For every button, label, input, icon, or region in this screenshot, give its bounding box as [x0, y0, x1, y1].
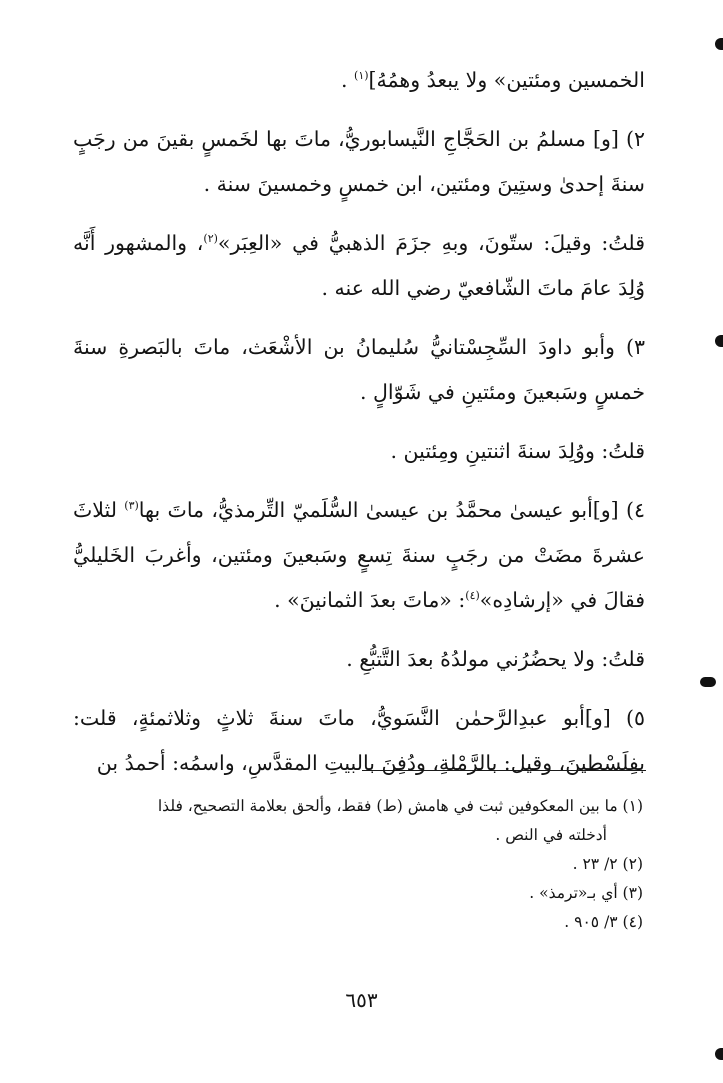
paragraph-5: [73, 429, 645, 474]
footnote-3: (٣) أي بـ«ترمذ» .: [529, 884, 643, 902]
scan-edge-mark: [715, 335, 723, 347]
paragraph-3-text: قلتُ: وقيلَ: ستّونَ، وبهِ جزَمَ الذهبيُّ في «العِبَر»: [217, 231, 645, 255]
paragraph-6-end: : «ماتَ بعدَ الثمانينَ» .: [274, 588, 466, 612]
footnote-ref-4[interactable]: (٤): [465, 589, 480, 603]
footnote-ref-3[interactable]: (٣): [124, 499, 139, 513]
scan-edge-mark: [715, 38, 723, 50]
paragraph-5-text: قلتُ: ووُلِدَ سنةَ اثنتينِ ومِئتين .: [390, 439, 645, 463]
paragraph-1-text: الخمسين ومئتين» ولا يبعدُ وهمُهُ]: [368, 68, 645, 92]
paragraph-7-text: قلتُ: ولا يحضُرُني مولدُهُ بعدَ التَّتبُّعِ .: [346, 647, 645, 671]
footnote-4: (٤) ٣/ ٩٠٥ .: [564, 913, 643, 931]
paragraph-8: [73, 696, 645, 786]
paragraph-2: [73, 117, 645, 207]
scan-edge-mark: [700, 677, 716, 687]
paragraph-6: [73, 488, 645, 623]
paragraph-4: [73, 325, 645, 415]
footnote-1-continuation: أدخلته في النص .: [495, 826, 607, 844]
footnote-2: (٢) ٢/ ٢٣ .: [572, 855, 643, 873]
scan-edge-mark: [715, 1048, 723, 1060]
paragraph-8-text: ٥) [و]أبو عبدِالرَّحمٰن النَّسَويُّ، ماتَ سنةَ ثلاثٍ وثلاثمئةٍ، قلت: بفِلَسْطينَ، وقيل: بالرَّمْلةِ، ودُفِنَ بالبيتِ المقدَّسِ، واسمُه: أحمدُ بن: [73, 706, 645, 775]
paragraph-4-text: ٣) وأبو داودَ السِّجِسْتانيُّ سُليمانُ بن الأشْعَث، ماتَ بالبَصرةِ سنةَ خمسٍ وسَبعينَ ومئتينِ في شَوّالٍ .: [73, 335, 645, 404]
footnote-separator: [362, 770, 646, 771]
paragraph-7: [73, 637, 645, 682]
paragraph-1-tail: .: [340, 68, 355, 92]
footnote-1: (١) ما بين المعكوفين ثبت في هامش (ط) فقط، وألحق بعلامة التصحيح، فلذا: [157, 797, 643, 815]
paragraph-3: [73, 221, 645, 311]
main-text: [73, 58, 645, 800]
paragraph-6-tail: لثلاثَ عشرةَ مضَتْ من رجَبٍ سنةَ تِسعٍ وسَبعينَ ومئتين، وأغربَ الخَليليُّ فقالَ في «إرشادِه»: [73, 498, 645, 612]
footnote-ref-1[interactable]: (١): [354, 69, 369, 83]
paragraph-6-text: ٤) [و]أبو عيسىٰ محمَّدُ بن عيسىٰ السُّلَميّ التِّرمذيُّ، ماتَ بها: [138, 498, 645, 522]
paragraph-3-tail: ، والمشهور أَنَّه وُلِدَ عامَ ماتَ الشّافعيّ رضي الله عنه .: [73, 231, 645, 300]
page-number: ٦٥٣: [345, 988, 378, 1012]
footnote-ref-2[interactable]: (٢): [203, 232, 218, 246]
paragraph-2-text: ٢) [و] مسلمُ بن الحَجَّاجِ النَّيسابوريُّ، ماتَ بها لخَمسٍ بقينَ من رجَبٍ سنةَ إحدىٰ وستِينَ ومئتين، ابن خمسٍ وخمسينَ سنة .: [73, 127, 645, 196]
footnotes: [71, 792, 643, 937]
paragraph-1: [73, 58, 645, 103]
